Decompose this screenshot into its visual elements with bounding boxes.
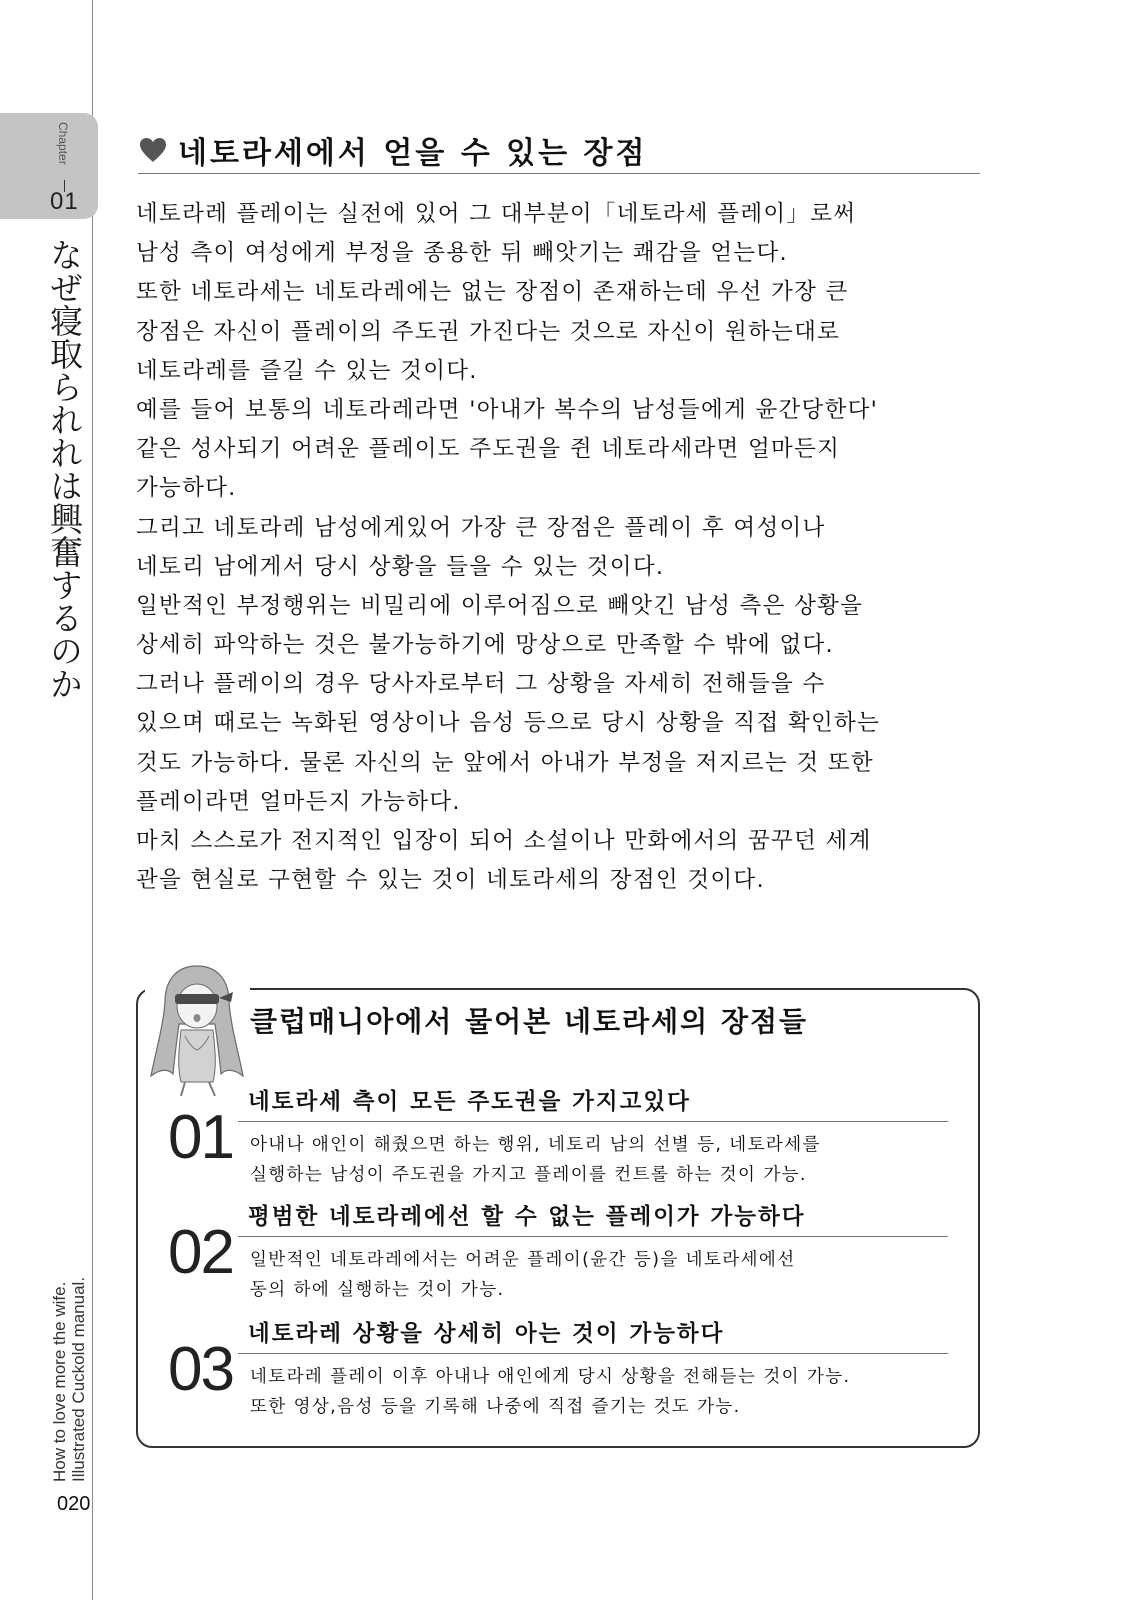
benefit-description-line: 또한 영상,음성 등을 기록해 나중에 직접 즐기는 것도 가능. [250,1397,741,1417]
benefit-description-line: 동의 하에 실행하는 것이 가능. [250,1280,505,1300]
chapter-label: Chapter [56,122,70,165]
body-line: 그리고 네토라레 남성에게있어 가장 큰 장점은 플레이 후 여성이나 [136,514,826,541]
book-title-line-1: How to love more the wife. [50,1281,69,1482]
benefit-heading: 네토라세 측이 모든 주도권을 가지고있다 [248,1089,691,1115]
benefit-description [250,1362,850,1422]
page-number: 020 [57,1493,91,1515]
benefit-description-line: 네토라레 플레이 이후 아내나 애인에게 당시 상황을 전해듣는 것이 가능. [250,1367,851,1387]
body-line: 것도 가능하다. 물론 자신의 눈 앞에서 아내가 부정을 저지르는 것 또한 [136,749,874,776]
body-line: 장점은 자신이 플레이의 주도권 가진다는 것으로 자신이 원하는대로 [136,318,841,345]
benefit-heading: 네토라레 상황을 상세히 아는 것이 가능하다 [248,1321,725,1347]
body-line: 남성 측이 여성에게 부정을 종용한 뒤 빼앗기는 쾌감을 얻는다. [136,240,788,267]
section-heading [138,128,648,172]
benefit-number: 03 [168,1335,233,1404]
body-line: 같은 성사되기 어려운 플레이도 주도권을 쥔 네토라세라면 얼마든지 [136,436,841,463]
section-heading-text: 네토라세에서 얻을 수 있는 장점 [178,136,648,171]
body-line: 마치 스스로가 전지적인 입장이 되어 소설이나 만화에서의 꿈꾸던 세계 [136,828,872,854]
benefit-description [250,1130,821,1190]
benefit-item [168,1199,958,1315]
benefit-description [250,1245,796,1305]
book-title-footer [50,1276,90,1482]
benefit-item [168,1316,958,1432]
benefit-divider [238,1236,948,1237]
benefit-number: 02 [168,1218,233,1287]
benefit-description-line: 실행하는 남성이 주도권을 가지고 플레이를 컨트롤 하는 것이 가능. [250,1165,807,1185]
body-line: 또한 네토라세는 네토라레에는 없는 장점이 존재하는데 우선 가장 큰 [136,279,849,306]
body-line: 일반적인 부정행위는 비밀리에 이루어짐으로 빼앗긴 남성 측은 상황을 [136,592,864,619]
benefit-description-line: 일반적인 네토라레에서는 어려운 플레이(윤간 등)을 네토라세에선 [250,1250,796,1270]
benefit-item [168,1084,958,1200]
book-title-line-2: Illustrated Cuckold manual. [69,1276,88,1482]
body-line: 예를 들어 보통의 네토라레라면 '아내가 복수의 남성들에게 윤간당한다' [136,396,879,423]
chapter-number: 01 [50,188,79,215]
body-paragraph [136,195,986,900]
body-line: 상세히 파악하는 것은 불가능하기에 망상으로 만족할 수 밖에 없다. [136,632,835,659]
chapter-tab [0,113,98,219]
benefit-divider [238,1353,948,1354]
benefit-heading: 평범한 네토라레에선 할 수 없는 플레이가 가능하다 [248,1204,806,1230]
body-line: 플레이라면 얼마든지 가능하다. [136,788,461,815]
summary-box-title: 클럽매니아에서 물어본 네토라세의 장점들 [250,1005,809,1038]
body-line: 관을 현실로 구현할 수 있는 것이 네토라세의 장점인 것이다. [136,867,765,894]
mascot-illustration [145,958,250,1100]
chapter-vertical-title: なぜ寝取られれは興奮するのか [45,238,84,700]
heart-icon [138,135,168,165]
body-line: 있으며 때로는 녹화된 영상이나 음성 등으로 당시 상황을 직접 확인하는 [136,710,881,737]
body-line: 그러나 플레이의 경우 당사자로부터 그 상황을 자세히 전해들을 수 [136,671,826,698]
body-line: 네토라레를 즐길 수 있는 것이다. [136,357,478,384]
benefit-description-line: 아내나 애인이 해줬으면 하는 행위, 네토리 남의 선별 등, 네토라세를 [250,1135,821,1155]
margin-rule [92,0,93,1600]
body-line: 네토라레 플레이는 실전에 있어 그 대부분이「네토라세 플레이」로써 [136,201,857,227]
benefit-divider [238,1121,948,1122]
benefit-number: 01 [168,1103,233,1172]
body-line: 가능하다. [136,475,237,502]
body-line: 네토리 남에게서 당시 상황을 들을 수 있는 것이다. [136,553,665,580]
heading-underline [138,173,980,174]
